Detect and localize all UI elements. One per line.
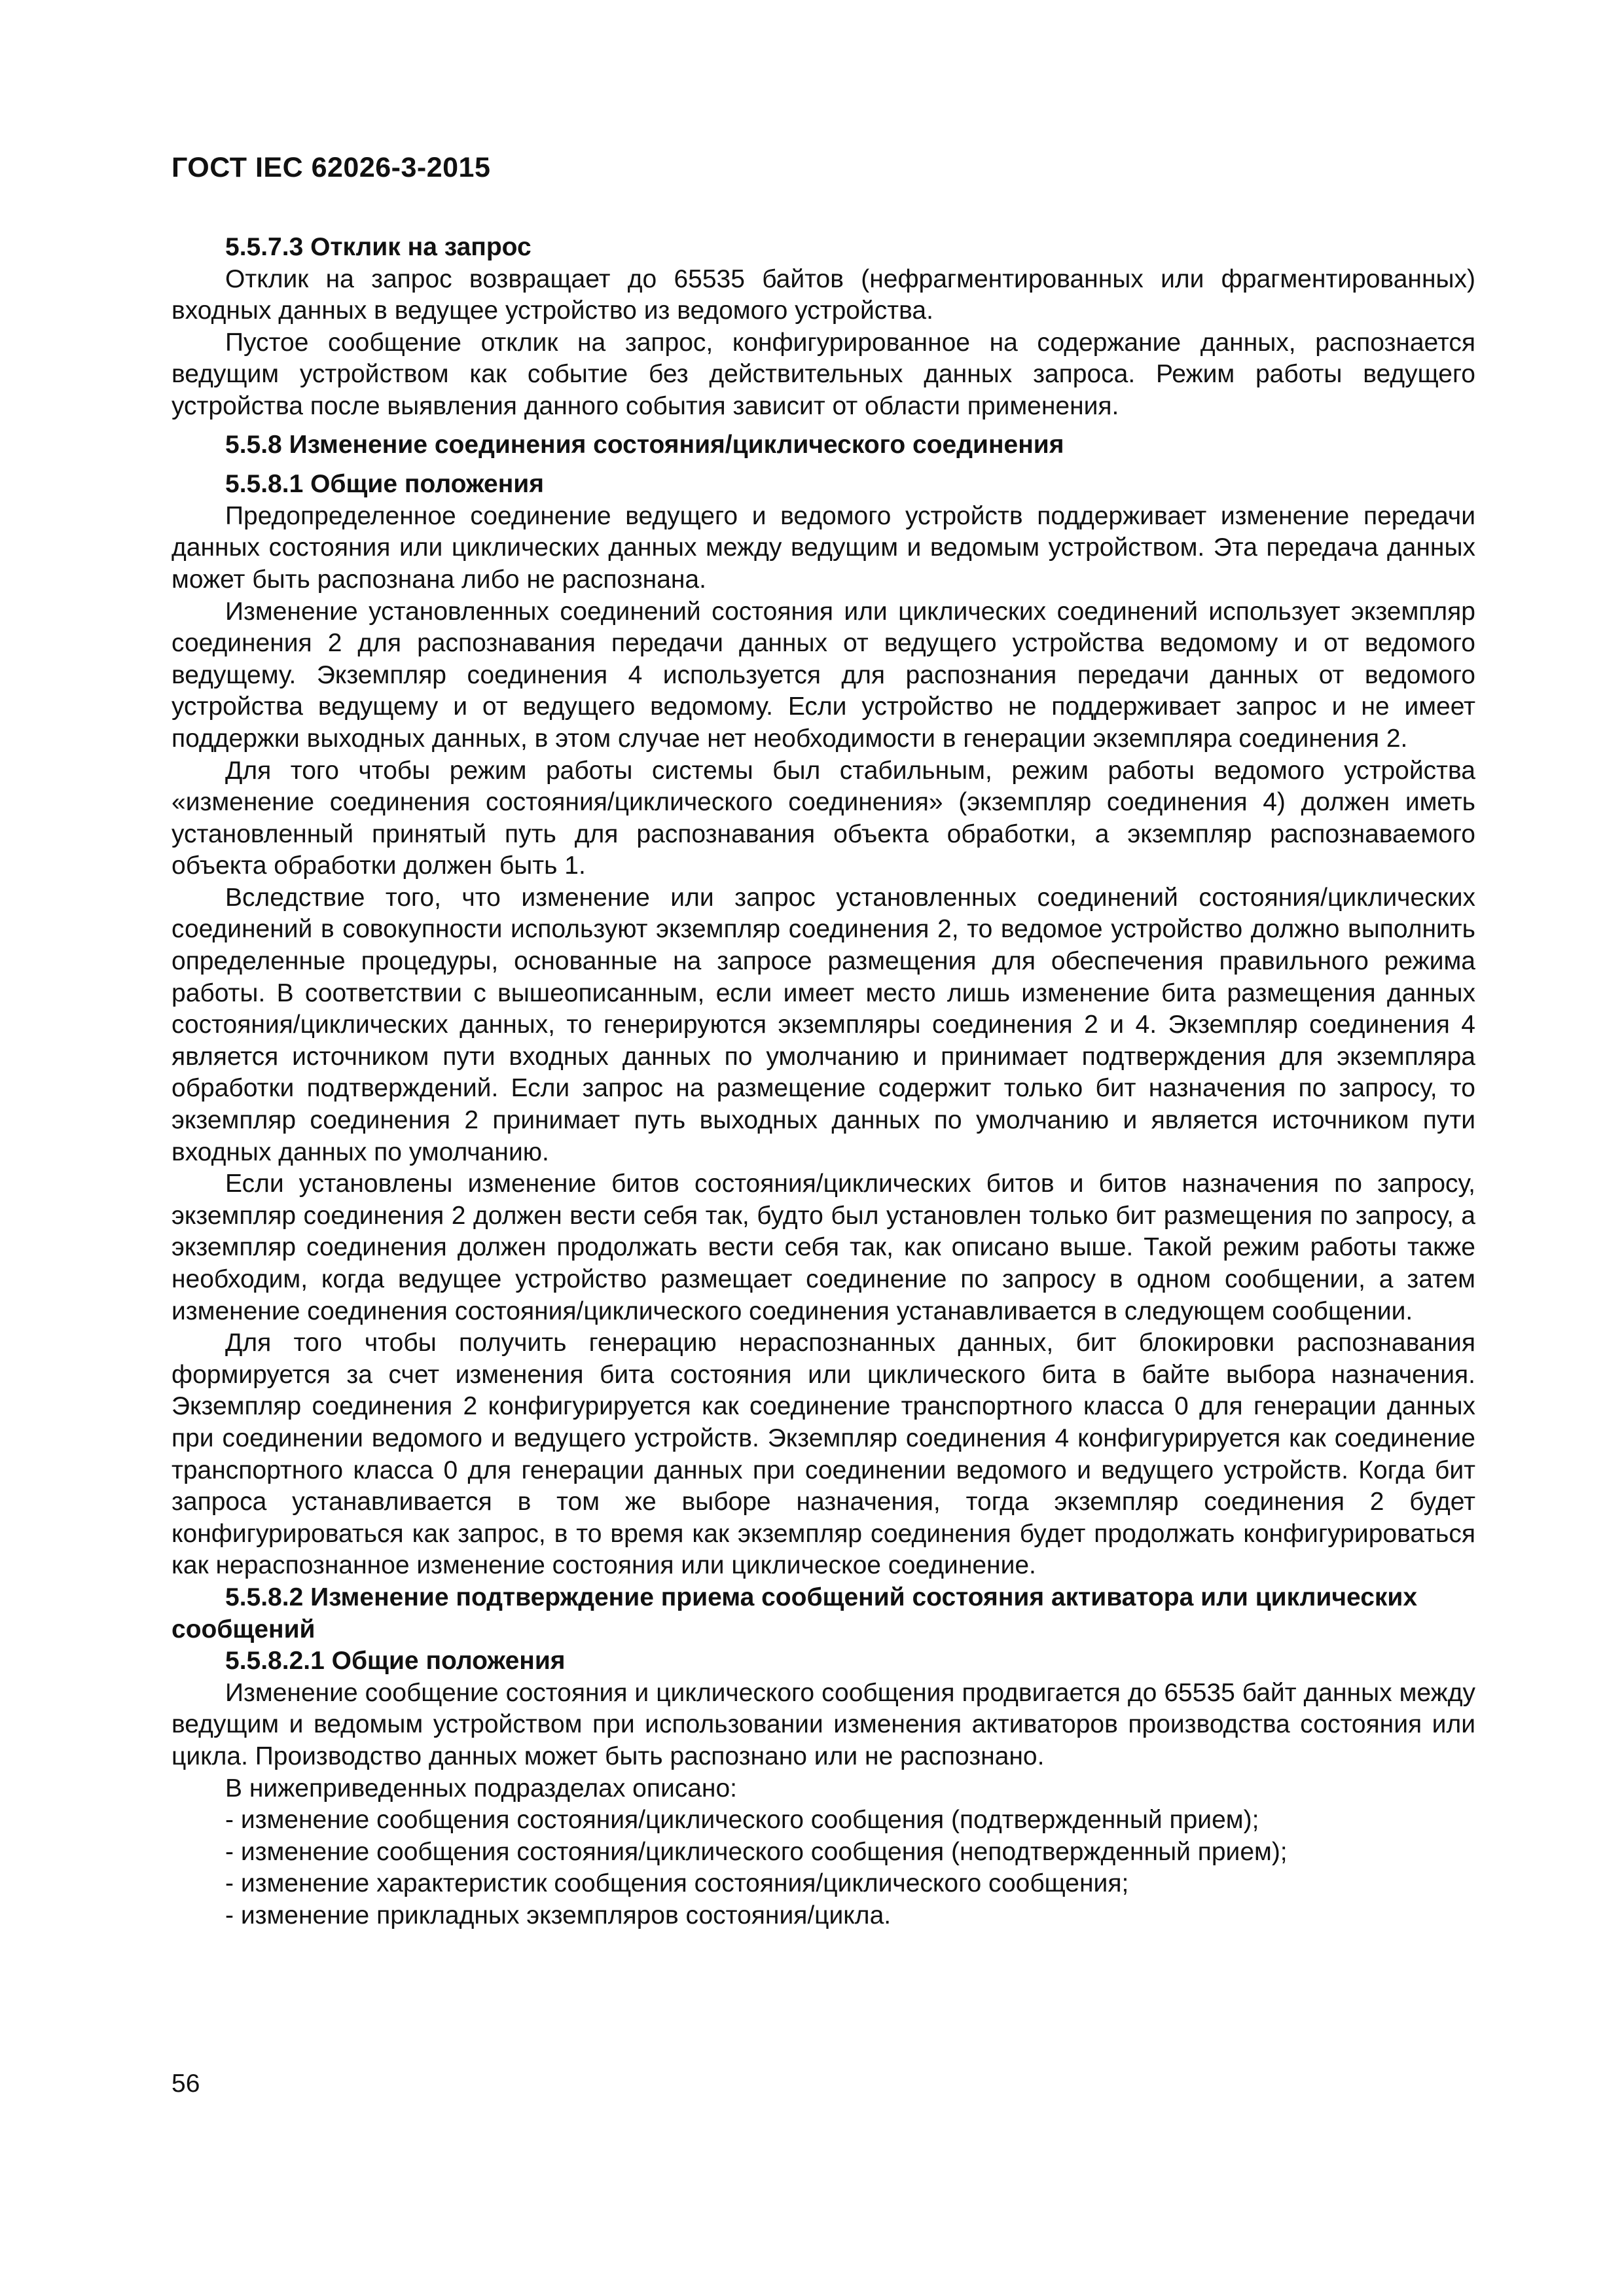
list-item: - изменение сообщения состояния/циклического сообщения (неподтвержденный прием); xyxy=(171,1837,1475,1869)
paragraph: Отклик на запрос возвращает до 65535 байтов (нефрагментированных или фрагментированных) входных данных в ведущее устройство из ведомого устройства. xyxy=(171,264,1475,325)
page-number: 56 xyxy=(171,2070,200,2098)
paragraph: Для того чтобы получить генерацию нераспознанных данных, бит блокировки распознавания формируется за счет изменения бита состояния или циклического бита в байте выбора назначения. Экземпляр соединения 2 конфигурируется как соединение транспортного класса 0 для генерации данных при соединении ведомого и ведущего устройств. Экземпляр соединения 4 конфигурируется как соединение транспортного класса 0 для генерации данных при соединении ведомого и ведущего устройств. Когда бит запроса устанавливается в том же выборе назначения, тогда экземпляр соединения 2 будет конфигурироваться как запрос, в то время как экземпляр соединения будет продолжать конфигурироваться как нераспознанное изменение состояния или циклическое соединение. xyxy=(171,1329,1475,1580)
subsection-list xyxy=(171,1804,1475,1931)
section-heading-5-5-7-3: 5.5.7.3 Отклик на запрос xyxy=(225,233,532,261)
paragraph: Предопределенное соединение ведущего и ведомого устройств поддерживает изменение передачи данных состояния или циклических данных между ведущим и ведомым устройством. Эта передача данных может быть распознана либо не распознана. xyxy=(171,501,1475,594)
paragraph: Если установлены изменение битов состояния/циклических битов и битов назначения по запросу, экземпляр соединения 2 должен вести себя так, будто был установлен только бит размещения по запросу, а экземпляр соединения должен продолжать вести себя так, как описано выше. Такой режим работы также необходим, когда ведущее устройство размещает соединение по запросу в одном сообщении, а затем изменение соединения состояния/циклического соединения устанавливается в следующем сообщении. xyxy=(171,1170,1475,1325)
document-body xyxy=(171,232,1475,1931)
list-item: - изменение характеристик сообщения состояния/циклического сообщения; xyxy=(171,1868,1475,1900)
paragraph: Изменение сообщение состояния и циклического сообщения продвигается до 65535 байт данных между ведущим и ведомым устройством при использовании изменения активаторов производства состояния или цикла. Производство данных может быть распознано или не распознано. xyxy=(171,1678,1475,1770)
list-item: - изменение сообщения состояния/циклического сообщения (подтвержденный прием); xyxy=(171,1804,1475,1837)
section-heading-5-5-8-2-1: 5.5.8.2.1 Общие положения xyxy=(225,1647,566,1676)
paragraph: В нижеприведенных подразделах описано: xyxy=(225,1774,737,1803)
paragraph: Вследствие того, что изменение или запрос установленных соединений состояния/циклических соединений в совокупности используют экземпляр соединения 2, то ведомое устройство должно выполнить определенные процедуры, основанные на запросе размещения для обеспечения правильного режима работы. В соответствии с вышеописанным, если имеет место лишь изменение бита размещения данных состояния/циклических данных, то генерируются экземпляры соединения 2 и 4. Экземпляр соединения 4 является источником пути входных данных по умолчанию и принимает подтверждения для экземпляра обработки подтверждений. Если запрос на размещение содержит только бит назначения по запросу, то экземпляр соединения 2 принимает путь выходных данных по умолчанию и является источником пути входных данных по умолчанию. xyxy=(171,883,1475,1166)
section-heading-5-5-8: 5.5.8 Изменение соединения состояния/циклического соединения xyxy=(225,430,1064,459)
section-heading-5-5-8-1: 5.5.8.1 Общие положения xyxy=(225,470,545,499)
paragraph: Пустое сообщение отклик на запрос, конфигурированное на содержание данных, распознается ведущим устройством как событие без действительных данных запроса. Режим работы ведущего устройства после выявления данного события зависит от области применения. xyxy=(171,328,1475,420)
document-header: ГОСТ IEC 62026-3-2015 xyxy=(171,152,491,183)
section-heading-5-5-8-2: 5.5.8.2 Изменение подтверждение приема сообщений состояния активатора или циклических сообщений xyxy=(171,1583,1418,1643)
list-item: - изменение прикладных экземпляров состояния/цикла. xyxy=(171,1900,1475,1932)
paragraph: Изменение установленных соединений состояния или циклических соединений использует экземпляр соединения 2 для распознавания передачи данных от ведущего устройства ведомому и от ведомого ведущему. Экземпляр соединения 4 используется для распознания передачи данных от ведомого устройства ведущему и от ведущего ведомому. Если устройство не поддерживает запрос и не имеет поддержки выходных данных, в этом случае нет необходимости в генерации экземпляра соединения 2. xyxy=(171,597,1475,753)
paragraph: Для того чтобы режим работы системы был стабильным, режим работы ведомого устройства «изменение соединения состояния/циклического соединения» (экземпляр соединения 4) должен иметь установленный принятый путь для распознавания объекта обработки, а экземпляр распознаваемого объекта обработки должен быть 1. xyxy=(171,756,1475,880)
